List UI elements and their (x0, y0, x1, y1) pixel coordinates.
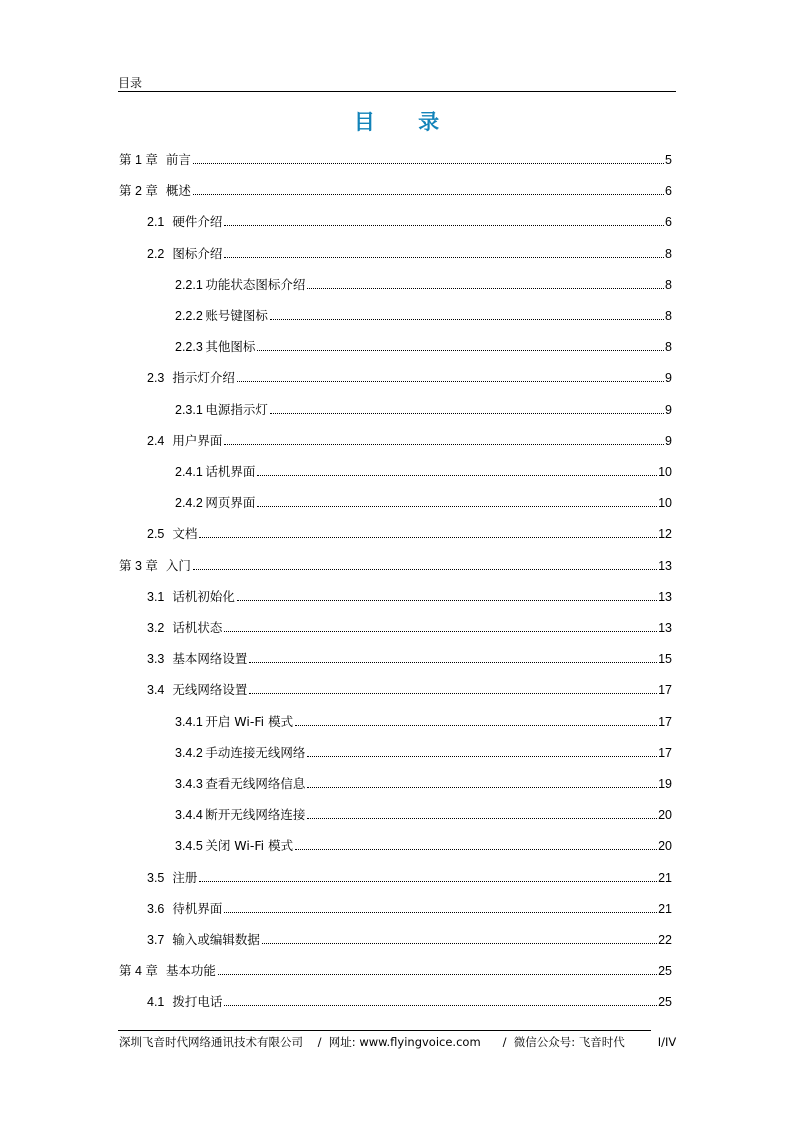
toc-entry-number: 2.4.2 (175, 496, 203, 511)
toc-entry-label (147, 651, 247, 667)
toc-leader-dots (249, 692, 657, 694)
toc-entry-text: 断开无线网络连接 (205, 807, 306, 823)
toc-leader-dots (224, 443, 664, 445)
toc-entry-number: 3.4.3 (175, 777, 203, 791)
footer (119, 1034, 676, 1050)
toc-entry[interactable] (147, 897, 672, 917)
toc-entry-number: 2.2.3 (175, 340, 203, 355)
toc-entry[interactable] (175, 273, 672, 293)
toc-entry[interactable] (175, 491, 672, 511)
toc-entry-text: 话机界面 (205, 464, 256, 479)
toc-entry-page: 10 (658, 465, 672, 479)
toc-leader-dots (295, 724, 657, 726)
toc-leader-dots (270, 318, 664, 320)
toc-entry-page: 8 (665, 246, 672, 261)
toc-entry-page: 17 (658, 745, 672, 760)
toc-entry-page: 17 (658, 714, 672, 729)
toc-entry-text: 网页界面 (205, 495, 256, 511)
toc-entry-page: 21 (658, 901, 672, 916)
toc-entry-number: 2.1 (147, 215, 165, 230)
toc-entry-page: 25 (658, 964, 672, 979)
toc-entry[interactable] (147, 242, 672, 262)
toc-entry-label (147, 589, 235, 605)
header-rule (118, 91, 676, 92)
toc-entry-label (175, 277, 305, 293)
toc-entry-number: 3.7 (147, 933, 165, 947)
toc-entry[interactable] (119, 959, 672, 979)
toc-entry-number: 第 3 章 (119, 558, 158, 573)
toc-entry-text: 其他图标 (205, 339, 256, 355)
toc-leader-dots (237, 380, 664, 382)
toc-entry[interactable] (147, 366, 672, 386)
toc-entry[interactable] (147, 990, 672, 1010)
toc-entry[interactable] (175, 335, 672, 355)
toc-entry-page: 6 (665, 215, 672, 230)
toc-entry-text: 概述 (165, 183, 191, 199)
toc-entry-label (119, 183, 191, 199)
toc-entry-page: 8 (665, 309, 672, 323)
toc-entry[interactable] (175, 710, 672, 730)
toc-entry-number: 3.2 (147, 621, 165, 635)
toc-entry-text: 电源指示灯 (205, 401, 268, 417)
toc-entry[interactable] (147, 210, 672, 230)
toc-entry-page: 13 (658, 621, 672, 635)
toc-entry-number: 2.4 (147, 433, 165, 448)
toc-entry-number: 2.3.1 (175, 402, 203, 417)
toc-entry-number: 3.5 (147, 870, 165, 885)
toc-entry-page: 20 (658, 839, 672, 854)
footer-rule (118, 1030, 651, 1031)
toc-entry-text: 入门 (165, 557, 191, 573)
toc-entry-number: 3.4 (147, 683, 165, 698)
toc-entry-page: 13 (658, 589, 672, 604)
toc-entry[interactable] (175, 460, 672, 480)
toc-entry-number: 第 2 章 (119, 184, 158, 199)
toc-entry[interactable] (147, 522, 672, 542)
toc-leader-dots (307, 786, 657, 788)
toc-entry-page: 13 (658, 558, 672, 573)
footer-website: / 网址: www.flyingvoice.com (317, 1035, 481, 1049)
toc-entry-label (147, 433, 222, 449)
toc-entry-label (147, 682, 247, 698)
toc-entry-page: 25 (658, 995, 672, 1010)
toc-entry-label (175, 464, 255, 480)
toc-entry-page: 9 (665, 433, 672, 448)
toc-entry-label (175, 402, 268, 418)
toc-entry-label (175, 807, 305, 823)
toc-entry-label (175, 714, 293, 730)
toc-entry-label (147, 370, 235, 386)
toc-entry-label (147, 526, 197, 542)
toc-leader-dots (224, 224, 664, 226)
toc-entry-text: 文档 (172, 526, 198, 542)
toc-entry-text: 指示灯介绍 (172, 370, 235, 386)
toc-entry-page: 10 (658, 496, 672, 511)
toc-entry-label (175, 495, 255, 511)
toc-leader-dots (249, 661, 657, 663)
toc-entry[interactable] (147, 866, 672, 886)
toc-entry-page: 12 (658, 527, 672, 542)
toc-entry[interactable] (175, 803, 672, 823)
footer-wechat: / 微信公众号: 飞音时代 (502, 1035, 625, 1049)
toc-entry-number: 2.4.1 (175, 465, 203, 479)
toc-entry-label (119, 558, 191, 574)
toc-entry-label (175, 745, 305, 761)
toc-entry-number: 第 1 章 (119, 153, 158, 167)
toc-entry-page: 21 (658, 870, 672, 885)
toc-entry-page: 5 (665, 153, 672, 167)
toc-entry-page: 8 (665, 277, 672, 292)
footer-page-number: I/IV (657, 1035, 677, 1049)
toc-entry-text: 开启 Wi-Fi 模式 (205, 713, 294, 729)
toc-entry-label (147, 901, 222, 917)
toc-entry[interactable] (175, 304, 672, 324)
toc-entry-text: 注册 (172, 869, 198, 885)
toc-entry[interactable] (175, 772, 672, 792)
toc-entry-page: 6 (665, 184, 672, 199)
toc-entry[interactable] (119, 179, 672, 199)
toc-leader-dots (193, 193, 664, 195)
toc-leader-dots (307, 817, 657, 819)
toc-entry[interactable] (147, 616, 672, 636)
toc-entry-text: 关闭 Wi-Fi 模式 (205, 838, 294, 854)
toc-entry-text: 前言 (165, 152, 191, 167)
toc-entry-text: 基本功能 (165, 963, 216, 979)
toc-leader-dots (307, 755, 657, 757)
toc-entry[interactable] (175, 398, 672, 418)
toc-entry-text: 手动连接无线网络 (205, 744, 306, 760)
toc-entry-number: 3.4.4 (175, 808, 203, 823)
toc-leader-dots (237, 599, 657, 601)
toc-entry-text: 用户界面 (172, 432, 223, 448)
toc-leader-dots (257, 349, 664, 351)
toc-entry-number: 3.4.1 (175, 714, 203, 729)
toc-entry[interactable] (147, 678, 672, 698)
toc-entry[interactable] (147, 647, 672, 667)
toc-entry-label (119, 152, 191, 168)
toc-entry-text: 话机状态 (172, 620, 223, 635)
toc-leader-dots (270, 412, 664, 414)
toc-entry-text: 无线网络设置 (172, 682, 248, 698)
toc-entry-text: 输入或编辑数据 (172, 932, 260, 947)
toc-leader-dots (257, 474, 657, 476)
toc-entry-label (147, 870, 197, 886)
toc-entry[interactable] (175, 834, 672, 854)
toc-entry-text: 基本网络设置 (172, 651, 248, 667)
toc-entry-number: 3.3 (147, 652, 165, 667)
toc-entry-page: 9 (665, 371, 672, 386)
toc-leader-dots (224, 1004, 657, 1006)
toc-entry-label (147, 214, 222, 230)
toc-entry[interactable] (147, 585, 672, 605)
toc-entry-number: 2.5 (147, 527, 165, 542)
toc-entry-number: 第 4 章 (119, 964, 158, 979)
toc-leader-dots (307, 287, 664, 289)
toc-entry-number: 3.4.2 (175, 745, 203, 760)
toc-entry[interactable] (119, 148, 672, 168)
toc-leader-dots (199, 536, 657, 538)
toc-entry-label (147, 994, 222, 1010)
toc-entry-label (147, 620, 222, 636)
toc-entry[interactable] (147, 429, 672, 449)
toc-entry-text: 话机初始化 (172, 588, 235, 604)
toc-leader-dots (224, 630, 657, 632)
toc-entry-label (119, 963, 216, 979)
toc-entry-text: 待机界面 (172, 900, 223, 916)
toc-entry-page: 22 (658, 933, 672, 947)
toc-entry-label (175, 776, 305, 792)
page-title: 目 录 (353, 110, 458, 134)
toc-entry-text: 硬件介绍 (172, 214, 223, 230)
toc-entry-number: 4.1 (147, 995, 165, 1010)
toc-leader-dots (218, 973, 657, 975)
toc-entry-page: 15 (658, 652, 672, 667)
toc-entry[interactable] (175, 741, 672, 761)
toc-leader-dots (224, 911, 657, 913)
toc-entry-label (147, 932, 260, 948)
toc-entry-text: 功能状态图标介绍 (205, 276, 306, 292)
toc-entry-label (175, 838, 293, 854)
toc-entry-text: 查看无线网络信息 (205, 776, 306, 791)
toc-leader-dots (193, 568, 657, 570)
toc-entry-page: 19 (658, 777, 672, 791)
footer-company: 深圳飞音时代网络通讯技术有限公司 (119, 1035, 303, 1049)
toc-entry-text: 拨打电话 (172, 994, 223, 1010)
toc-leader-dots (257, 505, 657, 507)
toc-leader-dots (295, 848, 657, 850)
toc-leader-dots (224, 256, 664, 258)
toc-entry-text: 图标介绍 (172, 245, 223, 261)
toc-entry-label (175, 308, 268, 324)
toc-entry-label (147, 246, 222, 262)
toc-entry[interactable] (147, 928, 672, 948)
toc-leader-dots (193, 162, 664, 164)
toc-entry-page: 17 (658, 683, 672, 698)
toc-entry-number: 2.2.1 (175, 277, 203, 292)
toc-entry-number: 2.2.2 (175, 309, 203, 323)
running-header: 目录 (118, 76, 143, 90)
toc-entry-number: 2.3 (147, 371, 165, 386)
toc-entry-number: 3.6 (147, 901, 165, 916)
toc-entry-page: 20 (658, 808, 672, 823)
toc-entry-number: 3.4.5 (175, 839, 203, 854)
toc-entry-page: 8 (665, 340, 672, 355)
toc-leader-dots (262, 942, 657, 944)
toc-entry-number: 3.1 (147, 589, 165, 604)
toc-entry[interactable] (119, 554, 672, 574)
toc-entry-label (175, 339, 255, 355)
toc-entry-number: 2.2 (147, 246, 165, 261)
toc-entry-text: 账号键图标 (205, 308, 268, 323)
toc-leader-dots (199, 880, 657, 882)
toc-entry-page: 9 (665, 402, 672, 417)
